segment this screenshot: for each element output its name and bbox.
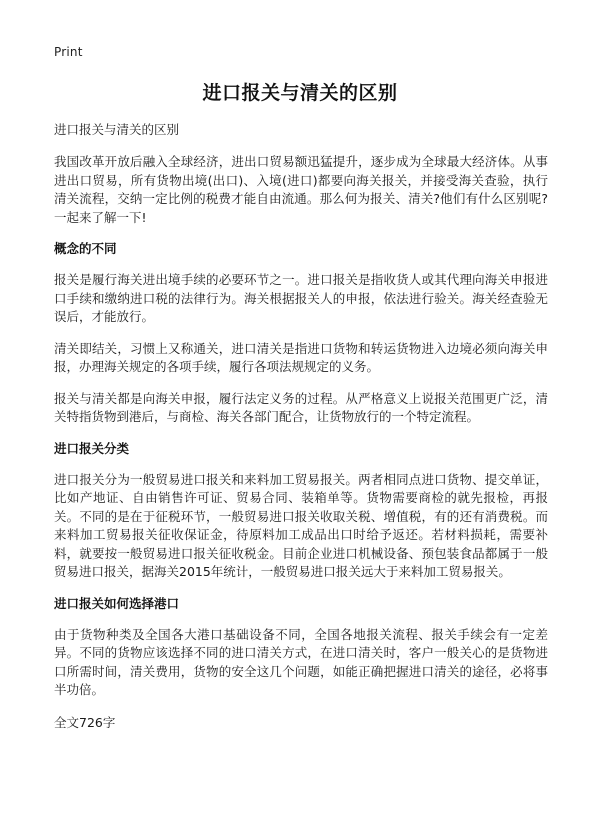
section-heading: 概念的不同 (54, 241, 117, 256)
section-heading: 进口报关分类 (54, 440, 130, 456)
section-concepts (54, 240, 548, 427)
paragraph: 进口报关分为一般贸易进口报关和来料加工贸易报关。两者相同点进口货物、提交单证，比如产地证、自由销售许可证、贸易合同、装箱单等。货物需要商检的就先报检，再报关。不同的是在于征税环节，一般贸易进口报关收取关税、增值税，有的还有消费税。而来料加工贸易报关征收保证金，待原料加工成品出口时给予返还。若材料损耗，需要补料，就要按一般贸易进口报关征收税金。目前企业进口机械设备、预包装食品都属于一般贸易进口报关，据海关2015年统计，一般贸易进口报关远大于来料加工贸易报关。 (54, 471, 548, 579)
article-body (54, 121, 548, 732)
intro-paragraph: 我国改革开放后融入全球经济，进出口贸易额迅猛提升，逐步成为全球最大经济体。从事进出口贸易，所有货物出境(出口)、入境(进口)都要向海关报关，并接受海关查验，执行清关流程，交纳一定比例的税费才能自由流通。那么何为报关、清关?他们有什么区别呢?一起来了解一下! (54, 154, 548, 225)
print-link[interactable]: Print (54, 45, 83, 59)
section-port-choice (54, 595, 548, 700)
section-classification (54, 440, 548, 582)
paragraph: 报关与清关都是向海关申报，履行法定义务的过程。从严格意义上说报关范围更广泛，清关特指货物到港后，与商检、海关各部门配合，让货物放行的一个特定流程。 (54, 390, 548, 424)
section-heading: 进口报关如何选择港口 (54, 595, 180, 611)
article-subtitle: 进口报关与清关的区别 (54, 122, 180, 137)
paragraph: 清关即结关，习惯上又称通关，进口清关是指进口货物和转运货物进入边境必须向海关申报，办理海关规定的各项手续，履行各项法规规定的义务。 (54, 340, 548, 374)
word-count: 全文726字 (54, 714, 116, 730)
paragraph: 报关是履行海关进出境手续的必要环节之一。进口报关是指收货人或其代理向海关申报进口手续和缴纳进口税的法律行为。海关根据报关人的申报，依法进行验关。海关经查验无误后，才能放行。 (54, 272, 548, 324)
paragraph: 由于货物种类及全国各大港口基础设备不同，全国各地报关流程、报关手续会有一定差异。不同的货物应该选择不同的进口清关方式，在进口清关时，客户一般关心的是货物进口所需时间，清关费用，货物的安全这几个问题，如能正确把握进口清关的途径，必将事半功倍。 (54, 626, 548, 697)
article-title: 进口报关与清关的区别 (202, 82, 398, 104)
